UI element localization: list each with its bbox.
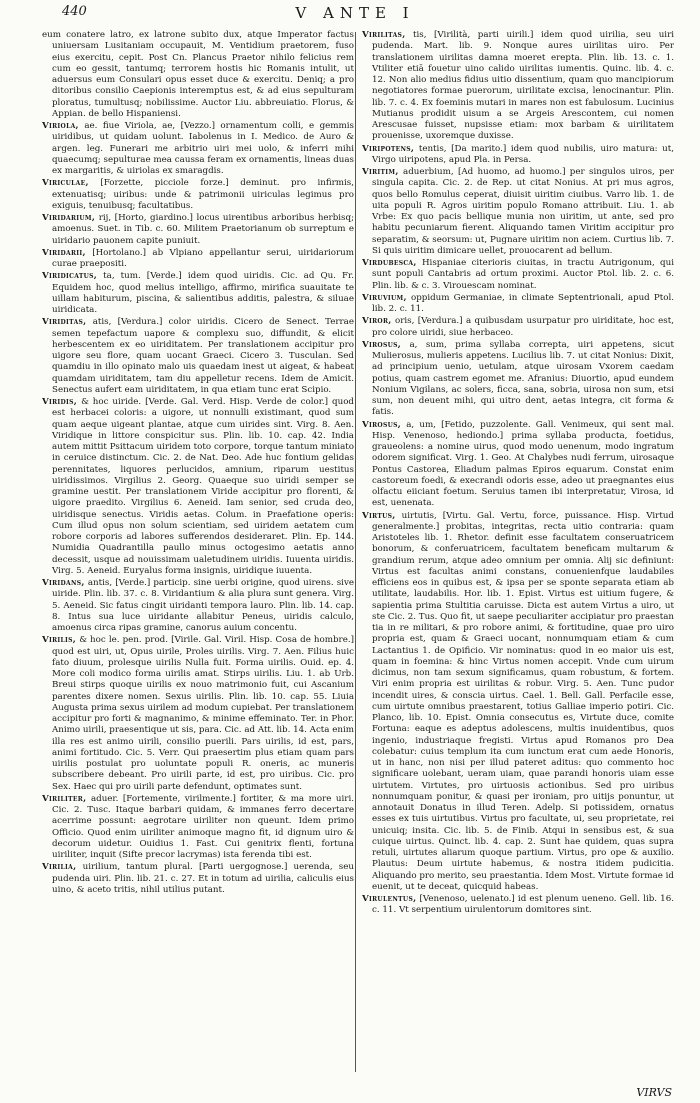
entry-text: oris, [Verdura.] a quibusdam usurpatur pro uiriditate, hoc est, pro colore uiridi, siue herbaceo. (372, 316, 674, 338)
page-number: 440 (62, 4, 87, 19)
dictionary-entry (362, 30, 674, 143)
dictionary-entry (362, 511, 674, 894)
dictionary-entry (362, 167, 674, 257)
entry-headword: Viriditas, (42, 317, 87, 328)
dictionary-entry (362, 340, 674, 419)
entry-text: uirilium, tantum plural. [Parti uergognose.] uerenda, seu pudenda uiri. Plin. lib. 21. c. 27. Et in totum ad uirilia, caliculis eius uino, & aceto tritis, nihil utilius putant. (52, 862, 354, 895)
dictionary-entry (42, 248, 354, 271)
dictionary-entry (42, 317, 354, 396)
entry-headword: Viridans, (42, 578, 85, 588)
entry-headword: Viritim, (362, 167, 399, 177)
entry-text: a, um, [Fetido, puzzolente. Gall. Venimeux, qui sent mal. Hisp. Venenoso, hediondo.] prima syllaba producta, foetidus, graueolens: a nomine uirus, quod modo uenenum, modo ingratum odorem significat. Virg. 1. Geo. At Chalybes nudi ferrum, uirosaque Pontus Castorea, Eliadum palmas Epiros equarum. Constat enim castoreum foedi, & execrandi odoris esse, adeo ut praegnantes eius olfactu eiiciant foetum. Seruius tamen ibi interpretatur, Virosa, id est, uenenata. (372, 419, 674, 509)
dictionary-entry (362, 420, 674, 510)
entry-headword: Viriola, (42, 121, 79, 131)
entry-headword: Viruvium, (362, 292, 407, 303)
dictionary-entry (362, 894, 674, 917)
entry-text: tentis, [Da marito.] idem quod nubilis, uiro matura: ut, Virgo uiripotens, apud Pla. in Persa. (372, 143, 674, 165)
entry-headword: Virtus, (362, 510, 396, 521)
dictionary-entry (362, 144, 674, 167)
dictionary-entry (362, 293, 674, 316)
entry-headword: Virosus, (362, 339, 402, 350)
dictionary-entry (42, 213, 354, 247)
entry-headword: Virilia, (42, 862, 77, 873)
entry-text: & hoc le. pen. prod. [Virile. Gal. Viril. Hisp. Cosa de hombre.] quod est uiri, ut, Opus uirile, Proles uirilis. Virg. 7. Aen. Filius huic fato diuum, prolesque uirilis Nulla fuit. Forma uirilis. Ouid. ep. 4. More coli modico forma uirilis amat. Stirps uirilis. Liu. 1. ab Urb. Breui stirps quoque uirilis ex nouo matrimonio fuit, cui Ascanium parentes dixere nomen. Sexus uirilis. Plin. lib. 10. cap. 55. Liuia Augusta prima sexus uirilem ad modum cupiebat. Per translationem accipitur pro forti & magnanimo, & minime effeminato. Ter. in Phor. Animo uirili, praesentique ut sis, para. Cic. ad Att. lib. 14. Acta enim illa res est animo uirili, consilio puerili. Pars uirilis, id est, pars, animi fortitudo. Cic. 5. Verr. Qui praesertim plus etiam quam pars uirilis postulat pro uoluntate populi R. oneris, ac muneris subscribere debeant. Pro uirili parte, id est, pro uiribus. Cic. pro Sex. Haec qui pro uirili parte defendunt, optimates sunt. (52, 635, 354, 792)
entry-text: a, sum, prima syllaba correpta, uiri appetens, sicut Mulierosus, mulieris appetens. Lucilius lib. 7. ut citat Nonius: Dixit, ad principium uenio, uetulam, atque uirosam Vxorem caedam potius, quam castrem egomet me. Afranius: Diuortio, apud eundem Nonium Vigilans, ac solers, ficca, sana, sobria, uirosa non sum, etsi sum, non deuent mihi, qui uitro dent, aetas integra, cit forma & fatis. (372, 339, 674, 418)
dictionary-entry (42, 30, 354, 120)
entry-text: aduer. [Fortemente, virilmente.] fortiter, & ma more uiri. Cic. 2. Tusc. Itaque barbari quidam, & immanes ferro decertare acerrime possunt: aegrotare uiriliter non queunt. Idem primo Officio. Quod enim uiriliter animoque magno fit, id dignum uiro & decorum uidetur. Ouidius 1. Fast. Cui genitrix flenti, fortuna uiriliter, inquit (Sifte precor lacrymas) ista ferenda tibi est. (52, 793, 354, 860)
entry-headword: Virilis, (42, 635, 77, 646)
entry-headword: Viror, (362, 316, 392, 327)
entry-text: [Hortolano.] ab Vlpiano appellantur serui, uiridariorum curae praepositi. (52, 247, 354, 269)
entry-text: atis, [Verdura.] color uiridis. Cicero de Senect. Terrae semen tepefactum uapore & complexu suo, diffundit, & elicit herbescentem ex eo uiriditatem. Per translationem accipitur pro uigore seu flore, quam uocant Graeci. Cicero 3. Tusculan. Sed quamdiu in illo opinato malo uis quaedam inest ut aigeat, & habeat quamdam uiriditatem, tam diu appelletur recens. Idem de Amicit. Senectus aufert eam uiriditatem, in qua etiam tunc erat Scipio. (52, 317, 354, 395)
dictionary-entry (42, 121, 354, 177)
entry-text: ae. fiue Viriola, ae, [Vezzo.] ornamentum colli, e gemmis uiridibus, ut quidam uolunt. Iabolenus in I. Medico. de Auro & argen. leg. Funerari me arbitrio uiri mei uolo, & inferri mihi quaecumq; sepulturae mea caussa feram ex ornamentis, lineas duas ex margaritis, & uiriolas ex smaragdis. (52, 121, 354, 176)
running-head: V ANTE I (295, 4, 415, 22)
entry-text: [Forzette, picciole forze.] deminut. pro infirmis, extenuatisq; uiribus: unde & patrimonii uiriculas legimus pro exiguis, tenuibusq; facultatibus. (52, 178, 354, 211)
dictionary-entry (42, 794, 354, 862)
entry-text: uirtutis, [Virtu. Gal. Vertu, force, puissance. Hisp. Virtud generalmente.] probitas, integritas, recta uitio contraria: quam Aristoteles lib. 1. Rhetor. definit esse facultatem conseruatricem bonorum, & conferuatricem, facultatem beneficam multarum & grandium rerum, atque adeo omnium per omnia. Alij sic definiunt: Virtus est facultas animi constans, conuenienfque laudabiles efficiens eos in quibus est, & ipsa per se sponte separata etiam ab utilitate, laudabilis. Hor. lib. 1. Epist. Virtus est uitium fugere, & sapientia prima Stultitia caruisse. Dicta est autem Virtus a uiro, ut ste Cic. 2. Tus. Quo fit, ut saepe peculiariter accipiatur pro praestan tia in re militari, & pro robore animi, & fortitudine, quae pro uiro propria est, quam & Graeci uocant, nonnumquam etiam & cum Lactantius 1. de Opificio. Vir nominatus: quod in eo maior uis est, quam in foemina: & hinc Virtus nomen accepit. Vnde cum uirum dicimus, non tam sexum significamus, quam robustum, & fortem. Viri enim propria est uirilitas & robur. Virg. 5. Aen. Tunc pudor incendit uires, & conscia uirtus. Cael. 1. Bell. Gall. Perfacile esse, cum uirtute omnibus praestarent, totius Galliae imperio potiri. Cic. Planco, lib. 10. Epist. Omnia consecutus es, Virtute duce, comite Fortuna: eaque es adeptus adolescens, multis inuidentibus, quos ingenio, industriaque fregisti. Virtus apud Romanos pro Dea colebatur: cuius templum ita cum iunctum erat cum aede Honoris, ut in hanc, non nisi per illud pateret aditus: quo commento hoc significare uolebant, ueram uiam, quae parandi honoris uiam esse uirtutem. Virtutes, pro uirtuosis actionibus. Sed pro uiribus nonnumquam ponitur, & quasi per ironiam, pro uitijs ponuntur, ut annotauit Donatus in illud Teren. Adelp. Si potissidem, ornatus esses ex tuis uirtutibus. Virtus pro facultate, ui, seu proprietate, rei unicuiq; insita. Cic. lib. 5. de Finib. Atqui in sensibus est, & sua cuique uirtus. Quinct. lib. 4. cap. 2. Sunt hae quidem, quas supra retuli, uirtutes aliarum quoque partium. Virtus, pro ope & auxilio. Plautus: Deum uirtute habemus, & nostra itidem pudicitia. Aliquando pro merito, seu praestantia. Idem Most. Virtute formae id euenit, ut te deceat, quicquid habeas. (372, 510, 674, 892)
column-divider (355, 32, 356, 1072)
entry-headword: Viridicatus, (42, 271, 98, 282)
entry-headword: Virosus, (362, 419, 402, 430)
dictionary-entry (42, 578, 354, 634)
entry-headword: Virdubesca, (362, 258, 417, 268)
dictionary-entry (42, 862, 354, 896)
dictionary-entry (42, 635, 354, 793)
entry-headword: Viridis, (42, 397, 78, 407)
entry-headword: Viriliter, (42, 793, 87, 804)
right-column (362, 30, 674, 1078)
entry-text: oppidum Germaniae, in climate Septentrionali, apud Ptol. lib. 2. c. 11. (372, 292, 674, 314)
page-header (30, 4, 680, 26)
dictionary-entry (42, 397, 354, 577)
entry-text: & hoc uiride. [Verde. Gal. Verd. Hisp. Verde de color.] quod est herbacei coloris: a uigore, ut nonnulli existimant, quod sum quam aeque uigeant plantae, atque cum uirides sint. Virg. 8. Aen. Viridique in littore conspicitur sus. Plin. lib. 10. cap. 42. India autem mittit Psittacum uiridem toto corpore, torque tantum miniato in ceruice distinctum. Cic. 2. de Nat. Deo. Ade huc fontium gelidas perennitates, liquores perlucidos, amnium, riparum uestitus uiridissimos. Virgilius 2. Georg. Quaeque suo uiridi semper se gramine uestit. Per translationem Viride accipitur pro florenti, & uigore praedito. Virgilius 6. Aeneid. Iam senior, sed cruda deo, uiridisque senectus. Viridis aetas. Colum. in Praefatione operis: Cum illud opus non solum scientiam, sed uiridem aetatem cum robore corporis ad labores sufferendos desideraret. Plin. Ep. 144. Numidia Quadrantilla paullo minus octogesimo aetatis anno decessit, usque ad nouissimam ualetudinem uiridis. Iuuenta uiridis. Virg. 5. Aeneid. Euryalus forma insignis, uiridique iuuenta. (52, 397, 354, 576)
entry-text: tis, [Virilità, parti uirili.] idem quod uirilia, seu uiri pudenda. Mart. lib. 9. Nonque aures uirilitas uiro. Per translationem uirilitas damna moeret erepta. Plin. lib. 13. c. 1. Vtiliter etiā fouetur uino calido uirilitas iumentis. Quinc. lib. 4. c. 12. Non alio medius fidius uitio dissentium, quam quo mancipiorum negotiatores formae puerorum, uirilitate excisa, lenocinantur. Plin. lib. 7. c. 4. Ex foeminis mutari in mares non est fabulosum. Lucinius Mutianus prodidit uisum a se Argeis Arescontem, cui nomen Arescusae fuisset, nupsisse etiam: mox barbam & uirilitatem prouenisse, uxoremque duxisse. (372, 30, 674, 142)
entry-text: rij, [Horto, giardino.] locus uirentibus arboribus herbisq; amoenus. Suet. in Tib. c. 60. Militem Praetorianum ob surreptum e uiridario pauonem capite puniuit. (52, 213, 354, 246)
entry-headword: Virulentus, (362, 894, 417, 904)
entry-text: [Venenoso, uelenato.] id est plenum ueneno. Gell. lib. 16. c. 11. Vt serpentium uirulentorum domitores sint. (372, 894, 674, 916)
left-column (42, 30, 354, 1078)
dictionary-entry (42, 178, 354, 212)
entry-headword: Viridarii, (42, 247, 86, 258)
dictionary-entry (362, 316, 674, 339)
entry-text: aduerbium, [Ad huomo, ad huomo.] per singulos uiros, per singula capita. Cic. 2. de Rep. ut citat Nonius. At pri mus agros, quos bello Romulus ceperat, diuisit uiritim ciuibus. Varro lib. 1. de uita populi R. Agros uiritim populo Romano attribuit. Liu. 1. ab Vrbe: Ex quo pacis bellique munia non uiritim, ut ante, sed pro habitu pecuniarum fierent. Aliquando tamen Viritim accipitur pro separatim, & seorsum: ut, Pugnare uiritim non aciem. Curtius lib. 7. Si quis uiritim dimicare uellet, prouocarent ad bellum. (372, 167, 674, 256)
catchword: VIRVS (636, 1086, 672, 1099)
entry-text: eum conatere latro, ex latrone subito dux, atque Imperator factus uniuersam Lusitaniam occupauit, M. Ventidium praetorem, fuso eius exercitu, cepit. Post Cn. Plancus Praetor nihilo felicius rem cum eo gessit, tantumq; terrorem hostis hic Romanis intulit, ut aduersus eum Consulari opus esset duce & exercitu. Deniq; a pro ditoribus consilio Caepionis interemptus est, & ad eius sepulturam ploratus, tumultusq; nobilissime. Auctor Liu. abbreuiatio. Florus, & Appian. de bello Hispaniensi. (42, 30, 354, 119)
entry-headword: Viriculae, (42, 178, 89, 189)
entry-headword: Viripotens, (362, 143, 415, 154)
entry-headword: Virilitas, (362, 30, 406, 40)
dictionary-entry (362, 258, 674, 292)
entry-headword: Viridarium, (42, 213, 96, 223)
dictionary-entry (42, 271, 354, 316)
entry-text: antis, [Verde.] particip. sine uerbi origine, quod uirens. sive uiride. Plin. lib. 37. c. 8. Viridantium & alia plura sunt genera. Virg. 5. Aeneid. Sic fatus cingit uiridanti tempora lauro. Plin. lib. 14. cap. 8. Intus sua luce uiridante allabitur Peneus, uiridis calculo, amoenus circa ripas gramine, canorus auium concentu. (52, 578, 354, 633)
entry-text: ta, tum. [Verde.] idem quod uiridis. Cic. ad Qu. Fr. Equidem hoc, quod melius intelligo, affirmo, mirifica suauitate te uillam habiturum, piscina, & salientibus additis, palestra, & siluae uiridicata. (52, 271, 354, 315)
entry-text: Hispaniae citerioris ciuitas, in tractu Autrigonum, qui sunt populi Cantabris ad ortum proximi. Auctor Ptol. lib. 2. c. 6. Plin. lib. & c. 3. Virouescam nominat. (372, 258, 674, 291)
